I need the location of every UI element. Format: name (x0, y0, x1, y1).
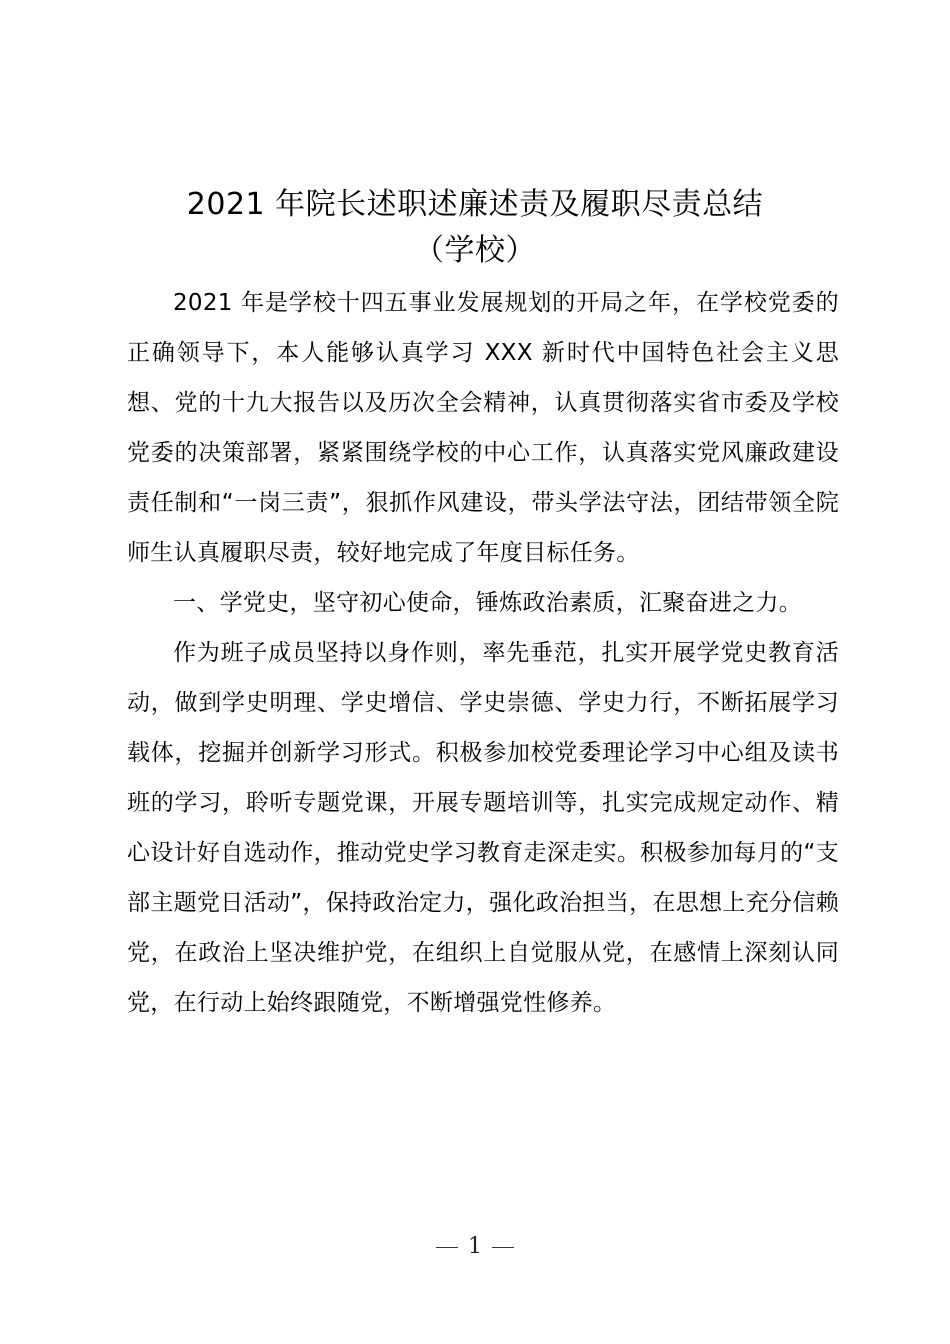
paragraph-intro: 2021 年是学校十四五事业发展规划的开局之年，在学校党委的正确领导下，本人能够认真学习 XXX 新时代中国特色社会主义思想、党的十九大报告以及历次全会精神，认真贯彻落实省市委及学校党委的决策部署，紧紧围绕学校的中心工作，认真落实党风廉政建设责任制和“一岗三责”，狠抓作风建设，带头学法守法，团结带领全院师生认真履职尽责，较好地完成了年度目标任务。 (127, 290, 839, 566)
page-number: 1 (468, 1234, 482, 1259)
title-main: 2021 年院长述职述廉述责及履职尽责总结 (186, 187, 764, 222)
paragraph-section-1: 作为班子成员坚持以身作则，率先垂范，扎实开展学党史教育活动，做到学史明理、学史增信、学史崇德、学史力行，不断拓展学习载体，挖掘并创新学习形式。积极参加校党委理论学习中心组及读书班的学习，聆听专题党课，开展专题培训等，扎实完成规定动作、精心设计好自选动作，推动党史学习教育走深走实。积极参加每月的“支部主题党日活动”，保持政治定力，强化政治担当，在思想上充分信赖党，在政治上坚决维护党，在组织上自觉服从党，在感情上深刻认同党，在行动上始终跟随党，不断增强党性修养。 (127, 640, 839, 1016)
document-body (127, 278, 839, 1028)
footer-dash-right (492, 1247, 514, 1248)
title-subtitle: （学校） (414, 233, 536, 268)
document-title (110, 182, 840, 274)
page-footer (0, 1232, 950, 1262)
section-heading-1: 一、学党史，坚守初心使命，锤炼政治素质，汇聚奋进之力。 (173, 590, 803, 616)
footer-dash-left (436, 1247, 458, 1248)
